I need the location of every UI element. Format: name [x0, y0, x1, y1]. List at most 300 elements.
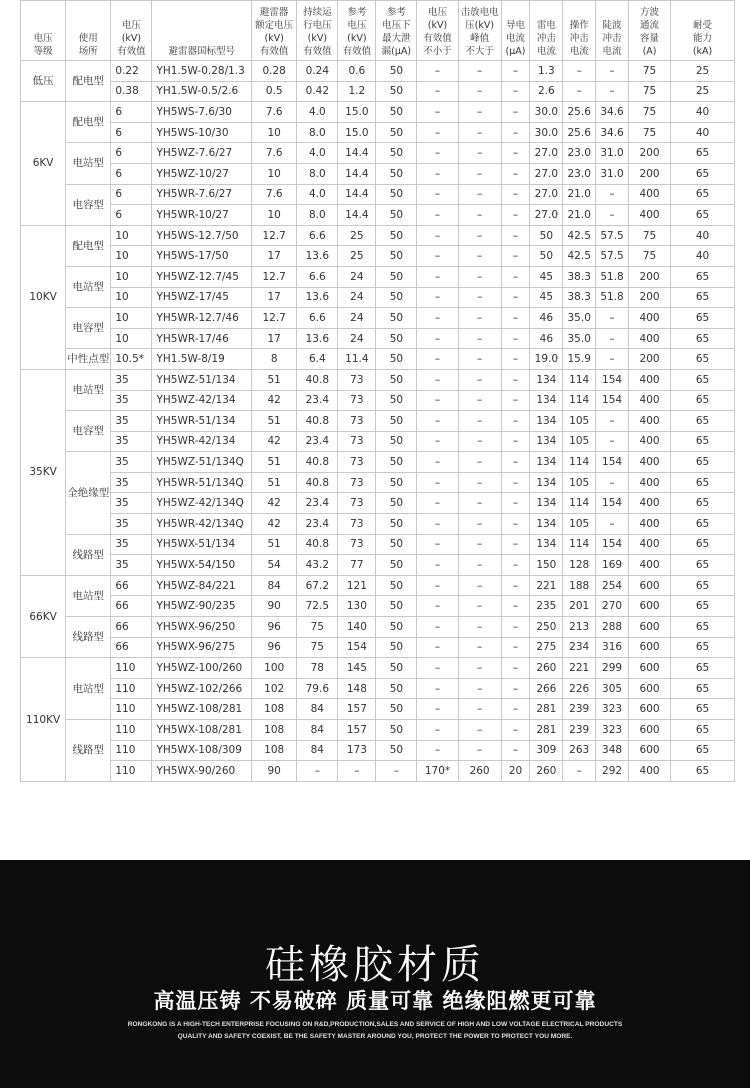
- table-cell: 50: [376, 163, 417, 184]
- table-cell: 73: [338, 431, 376, 452]
- table-cell: 102: [252, 678, 297, 699]
- table-cell: 7.6: [252, 184, 297, 205]
- table-cell: 10: [252, 122, 297, 143]
- table-cell: 75: [628, 61, 670, 82]
- table-cell: 35: [111, 555, 152, 576]
- usage-site-cell: 电容型: [66, 308, 111, 349]
- table-cell: 50: [376, 122, 417, 143]
- table-cell: –: [596, 349, 629, 370]
- table-cell: –: [417, 411, 458, 432]
- table-cell: 23.0: [563, 163, 596, 184]
- table-cell: 50: [376, 493, 417, 514]
- table-cell: 114: [563, 390, 596, 411]
- column-header: 操作 冲击 电流: [563, 1, 596, 61]
- table-cell: 34.6: [596, 122, 629, 143]
- table-cell: 35: [111, 493, 152, 514]
- table-cell: –: [596, 328, 629, 349]
- table-cell: –: [458, 225, 501, 246]
- table-cell: 200: [628, 143, 670, 164]
- table-cell: 84: [297, 740, 338, 761]
- table-cell: 50: [376, 184, 417, 205]
- table-cell: 50: [376, 61, 417, 82]
- model-cell: YH5WX-54/150: [152, 555, 252, 576]
- model-cell: YH5WR-42/134: [152, 431, 252, 452]
- table-cell: 154: [596, 390, 629, 411]
- table-cell: 42: [252, 514, 297, 535]
- table-cell: –: [417, 452, 458, 473]
- table-cell: 0.42: [297, 81, 338, 102]
- table-cell: 73: [338, 493, 376, 514]
- table-cell: 65: [671, 761, 735, 782]
- table-cell: 234: [563, 637, 596, 658]
- column-header: 持续运 行电压 (kV) 有效值: [297, 1, 338, 61]
- table-cell: –: [417, 555, 458, 576]
- table-cell: –: [417, 699, 458, 720]
- table-cell: –: [417, 720, 458, 741]
- table-cell: –: [596, 184, 629, 205]
- table-cell: 50: [376, 349, 417, 370]
- table-cell: 54: [252, 555, 297, 576]
- table-cell: 50: [376, 678, 417, 699]
- table-cell: 90: [252, 761, 297, 782]
- table-cell: –: [458, 390, 501, 411]
- table-cell: –: [501, 143, 530, 164]
- table-cell: 145: [338, 658, 376, 679]
- column-header: 击放电电 压(kV) 峰值 不大于: [458, 1, 501, 61]
- table-cell: 400: [628, 534, 670, 555]
- table-cell: 8.0: [297, 122, 338, 143]
- table-cell: –: [297, 761, 338, 782]
- usage-site-cell: 配电型: [66, 102, 111, 143]
- table-cell: –: [596, 411, 629, 432]
- table-cell: 57.5: [596, 246, 629, 267]
- table-cell: 110: [111, 740, 152, 761]
- table-cell: 400: [628, 472, 670, 493]
- table-cell: 50: [376, 555, 417, 576]
- table-cell: –: [501, 617, 530, 638]
- voltage-level-cell: 低压: [21, 61, 66, 102]
- table-cell: –: [458, 472, 501, 493]
- table-cell: –: [596, 205, 629, 226]
- table-body: [21, 61, 735, 782]
- table-cell: 45: [530, 266, 563, 287]
- table-cell: 140: [338, 617, 376, 638]
- table-row: [21, 637, 735, 658]
- table-cell: –: [417, 369, 458, 390]
- usage-site-cell: 线路型: [66, 534, 111, 575]
- table-row: [21, 205, 735, 226]
- table-cell: 170*: [417, 761, 458, 782]
- table-cell: 10: [252, 163, 297, 184]
- table-cell: 157: [338, 720, 376, 741]
- table-cell: 24: [338, 308, 376, 329]
- table-cell: 75: [628, 102, 670, 123]
- table-cell: 35: [111, 534, 152, 555]
- table-cell: 50: [376, 225, 417, 246]
- table-cell: 105: [563, 431, 596, 452]
- table-cell: –: [501, 246, 530, 267]
- table-cell: 114: [563, 452, 596, 473]
- table-row: [21, 617, 735, 638]
- table-cell: 15.0: [338, 102, 376, 123]
- table-row: [21, 555, 735, 576]
- table-cell: –: [458, 61, 501, 82]
- table-cell: –: [417, 163, 458, 184]
- table-cell: 73: [338, 534, 376, 555]
- table-row: [21, 514, 735, 535]
- model-cell: YH5WZ-100/260: [152, 658, 252, 679]
- banner-subtitle: 高温压铸 不易破碎 质量可靠 绝缘阻燃更可靠: [153, 989, 597, 1013]
- table-cell: 50: [376, 81, 417, 102]
- table-cell: –: [458, 122, 501, 143]
- model-cell: YH5WZ-7.6/27: [152, 143, 252, 164]
- table-cell: 73: [338, 452, 376, 473]
- table-row: [21, 761, 735, 782]
- model-cell: YH1.5W-0.28/1.3: [152, 61, 252, 82]
- table-cell: –: [501, 81, 530, 102]
- table-row: [21, 534, 735, 555]
- table-row: [21, 163, 735, 184]
- table-cell: 134: [530, 369, 563, 390]
- table-cell: 25.6: [563, 102, 596, 123]
- table-cell: 51: [252, 369, 297, 390]
- table-cell: 40.8: [297, 411, 338, 432]
- table-cell: 10: [111, 246, 152, 267]
- table-cell: 65: [671, 328, 735, 349]
- table-cell: –: [501, 225, 530, 246]
- table-cell: 84: [252, 575, 297, 596]
- model-cell: YH5WZ-51/134Q: [152, 452, 252, 473]
- table-cell: 235: [530, 596, 563, 617]
- table-cell: 221: [530, 575, 563, 596]
- table-cell: 50: [376, 266, 417, 287]
- table-cell: 50: [376, 596, 417, 617]
- table-cell: 65: [671, 699, 735, 720]
- table-row: [21, 246, 735, 267]
- table-cell: 46: [530, 308, 563, 329]
- table-cell: –: [458, 143, 501, 164]
- table-cell: 348: [596, 740, 629, 761]
- table-cell: –: [417, 81, 458, 102]
- table-cell: 299: [596, 658, 629, 679]
- table-cell: 10: [111, 328, 152, 349]
- table-cell: 73: [338, 411, 376, 432]
- table-cell: 4.0: [297, 184, 338, 205]
- table-cell: 8.0: [297, 205, 338, 226]
- table-cell: 23.4: [297, 514, 338, 535]
- table-cell: 600: [628, 637, 670, 658]
- table-cell: 65: [671, 637, 735, 658]
- table-cell: –: [417, 205, 458, 226]
- table-cell: 21.0: [563, 205, 596, 226]
- table-cell: 200: [628, 163, 670, 184]
- model-cell: YH5WR-17/46: [152, 328, 252, 349]
- table-cell: 8.0: [297, 163, 338, 184]
- table-cell: 221: [563, 658, 596, 679]
- table-cell: 12.7: [252, 308, 297, 329]
- table-cell: 40: [671, 122, 735, 143]
- model-cell: YH5WX-90/260: [152, 761, 252, 782]
- table-cell: 305: [596, 678, 629, 699]
- table-cell: 50: [376, 369, 417, 390]
- table-cell: –: [458, 617, 501, 638]
- table-cell: 169: [596, 555, 629, 576]
- model-cell: YH5WZ-90/235: [152, 596, 252, 617]
- table-cell: 30.0: [530, 102, 563, 123]
- table-cell: 50: [376, 617, 417, 638]
- table-cell: 128: [563, 555, 596, 576]
- table-cell: 35: [111, 514, 152, 535]
- table-cell: 25.6: [563, 122, 596, 143]
- table-cell: 66: [111, 637, 152, 658]
- table-cell: 154: [596, 534, 629, 555]
- table-cell: 0.28: [252, 61, 297, 82]
- table-row: [21, 678, 735, 699]
- table-cell: –: [501, 514, 530, 535]
- table-cell: 6: [111, 143, 152, 164]
- table-cell: 24: [338, 328, 376, 349]
- table-cell: 134: [530, 514, 563, 535]
- table-cell: –: [417, 740, 458, 761]
- table-cell: 50: [376, 452, 417, 473]
- table-cell: 12.7: [252, 225, 297, 246]
- table-cell: –: [458, 575, 501, 596]
- table-cell: 281: [530, 720, 563, 741]
- table-cell: –: [563, 81, 596, 102]
- table-cell: 23.0: [563, 143, 596, 164]
- table-cell: 134: [530, 390, 563, 411]
- table-cell: 239: [563, 720, 596, 741]
- table-cell: 65: [671, 308, 735, 329]
- table-cell: 254: [596, 575, 629, 596]
- table-cell: –: [596, 308, 629, 329]
- table-cell: 600: [628, 658, 670, 679]
- column-header: 导电 电流 (μA): [501, 1, 530, 61]
- voltage-level-cell: 110KV: [21, 658, 66, 782]
- table-cell: 77: [338, 555, 376, 576]
- model-cell: YH5WX-108/281: [152, 720, 252, 741]
- table-cell: –: [417, 266, 458, 287]
- table-cell: –: [501, 678, 530, 699]
- table-cell: –: [417, 534, 458, 555]
- model-cell: YH5WZ-108/281: [152, 699, 252, 720]
- table-cell: –: [458, 658, 501, 679]
- table-cell: 57.5: [596, 225, 629, 246]
- table-row: [21, 390, 735, 411]
- table-cell: 25: [671, 61, 735, 82]
- table-cell: 110: [111, 658, 152, 679]
- model-cell: YH5WR-7.6/27: [152, 184, 252, 205]
- table-cell: 17: [252, 246, 297, 267]
- model-cell: YH5WS-7.6/30: [152, 102, 252, 123]
- model-cell: YH5WR-51/134: [152, 411, 252, 432]
- table-cell: 65: [671, 390, 735, 411]
- table-cell: 400: [628, 555, 670, 576]
- material-banner: [0, 860, 750, 1088]
- table-cell: 600: [628, 678, 670, 699]
- table-cell: –: [417, 617, 458, 638]
- table-cell: 260: [458, 761, 501, 782]
- table-cell: 400: [628, 328, 670, 349]
- table-cell: 323: [596, 699, 629, 720]
- table-cell: –: [417, 390, 458, 411]
- table-cell: –: [501, 740, 530, 761]
- usage-site-cell: 电容型: [66, 411, 111, 452]
- table-cell: 65: [671, 369, 735, 390]
- usage-site-cell: 线路型: [66, 617, 111, 658]
- table-cell: –: [458, 699, 501, 720]
- table-cell: –: [417, 658, 458, 679]
- table-cell: 51: [252, 452, 297, 473]
- usage-site-cell: 线路型: [66, 720, 111, 782]
- table-cell: 7.6: [252, 102, 297, 123]
- table-cell: 400: [628, 184, 670, 205]
- table-cell: 50: [376, 740, 417, 761]
- table-cell: 25: [338, 246, 376, 267]
- table-cell: 27.0: [530, 205, 563, 226]
- table-cell: 270: [596, 596, 629, 617]
- table-cell: 35: [111, 411, 152, 432]
- table-cell: 73: [338, 369, 376, 390]
- table-cell: 75: [628, 246, 670, 267]
- table-cell: 400: [628, 452, 670, 473]
- table-cell: 38.3: [563, 266, 596, 287]
- table-cell: –: [417, 678, 458, 699]
- table-cell: –: [417, 225, 458, 246]
- table-cell: 130: [338, 596, 376, 617]
- table-cell: 21.0: [563, 184, 596, 205]
- model-cell: YH1.5W-8/19: [152, 349, 252, 370]
- table-cell: 75: [628, 81, 670, 102]
- table-cell: –: [417, 246, 458, 267]
- table-header-row: [21, 1, 735, 61]
- table-row: [21, 575, 735, 596]
- table-cell: 134: [530, 472, 563, 493]
- table-cell: –: [596, 472, 629, 493]
- table-row: [21, 472, 735, 493]
- model-cell: YH1.5W-0.5/2.6: [152, 81, 252, 102]
- table-cell: 73: [338, 390, 376, 411]
- table-cell: 24: [338, 287, 376, 308]
- table-cell: 134: [530, 411, 563, 432]
- table-cell: 51: [252, 411, 297, 432]
- model-cell: YH5WZ-84/221: [152, 575, 252, 596]
- table-cell: 66: [111, 596, 152, 617]
- table-cell: 78: [297, 658, 338, 679]
- table-cell: –: [417, 308, 458, 329]
- table-cell: 281: [530, 699, 563, 720]
- model-cell: YH5WX-96/275: [152, 637, 252, 658]
- table-cell: –: [417, 514, 458, 535]
- table-cell: 66: [111, 575, 152, 596]
- table-cell: 65: [671, 266, 735, 287]
- table-cell: 13.6: [297, 328, 338, 349]
- table-cell: –: [417, 102, 458, 123]
- model-cell: YH5WX-51/134: [152, 534, 252, 555]
- table-cell: 4.0: [297, 102, 338, 123]
- table-cell: 23.4: [297, 431, 338, 452]
- table-cell: 40.8: [297, 452, 338, 473]
- table-cell: –: [501, 699, 530, 720]
- table-row: [21, 61, 735, 82]
- model-cell: YH5WS-10/30: [152, 122, 252, 143]
- table-cell: 13.6: [297, 287, 338, 308]
- table-cell: 108: [252, 699, 297, 720]
- table-cell: 0.6: [338, 61, 376, 82]
- table-cell: 260: [530, 658, 563, 679]
- table-cell: 27.0: [530, 184, 563, 205]
- table-cell: 45: [530, 287, 563, 308]
- table-cell: 10: [252, 205, 297, 226]
- table-cell: –: [458, 266, 501, 287]
- table-cell: 65: [671, 205, 735, 226]
- table-cell: 51: [252, 472, 297, 493]
- table-cell: 65: [671, 617, 735, 638]
- table-cell: 65: [671, 472, 735, 493]
- table-cell: 42: [252, 390, 297, 411]
- table-cell: –: [458, 81, 501, 102]
- table-cell: 110: [111, 720, 152, 741]
- model-cell: YH5WS-17/50: [152, 246, 252, 267]
- table-cell: 0.38: [111, 81, 152, 102]
- banner-title: 硅橡胶材质: [265, 942, 485, 988]
- table-cell: –: [458, 740, 501, 761]
- table-cell: 65: [671, 596, 735, 617]
- table-cell: –: [376, 761, 417, 782]
- table-cell: 50: [376, 658, 417, 679]
- table-cell: –: [501, 163, 530, 184]
- table-cell: 27.0: [530, 143, 563, 164]
- table-cell: 2.6: [530, 81, 563, 102]
- table-cell: –: [501, 349, 530, 370]
- table-cell: 15.9: [563, 349, 596, 370]
- table-cell: –: [458, 328, 501, 349]
- table-cell: 90: [252, 596, 297, 617]
- table-cell: –: [458, 637, 501, 658]
- banner-english-line-2: QUALITY AND SAFETY COEXIST, BE THE SAFETY MASTER AROUND YOU, PROTECT THE POWER TO PROTECT YOU MORE.: [177, 1033, 573, 1040]
- usage-site-cell: 电站型: [66, 143, 111, 184]
- table-cell: –: [417, 472, 458, 493]
- table-cell: 50: [376, 328, 417, 349]
- table-cell: –: [417, 122, 458, 143]
- table-cell: 10: [111, 287, 152, 308]
- table-cell: 114: [563, 534, 596, 555]
- voltage-level-cell: 35KV: [21, 369, 66, 575]
- table-cell: 75: [628, 122, 670, 143]
- column-header: 电压 (kV) 有效值: [111, 1, 152, 61]
- table-cell: –: [501, 308, 530, 329]
- table-cell: 65: [671, 493, 735, 514]
- table-cell: 148: [338, 678, 376, 699]
- table-cell: 400: [628, 411, 670, 432]
- table-cell: 11.4: [338, 349, 376, 370]
- table-cell: 75: [297, 617, 338, 638]
- table-cell: 1.3: [530, 61, 563, 82]
- table-cell: –: [501, 658, 530, 679]
- table-cell: 72.5: [297, 596, 338, 617]
- table-cell: 35: [111, 452, 152, 473]
- voltage-level-cell: 66KV: [21, 575, 66, 657]
- table-cell: 65: [671, 534, 735, 555]
- column-header: 雷电 冲击 电流: [530, 1, 563, 61]
- table-cell: –: [458, 184, 501, 205]
- voltage-level-cell: 6KV: [21, 102, 66, 226]
- table-cell: 6: [111, 122, 152, 143]
- table-cell: –: [596, 431, 629, 452]
- table-cell: 288: [596, 617, 629, 638]
- table-cell: –: [596, 61, 629, 82]
- table-cell: 17: [252, 287, 297, 308]
